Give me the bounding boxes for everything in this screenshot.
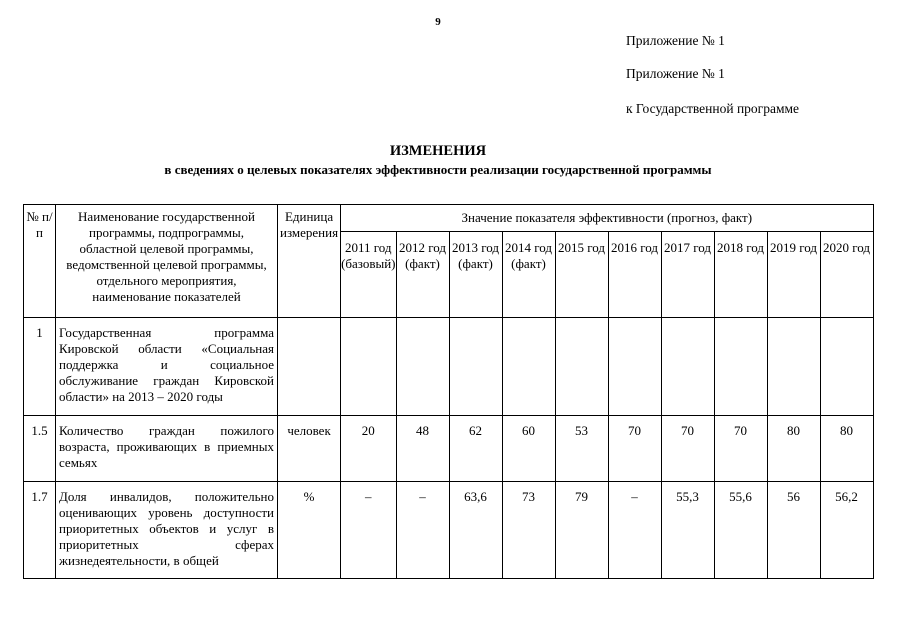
- row-value: [555, 318, 608, 416]
- row-name: Доля инвалидов, положительно оценивающих уровень доступности приоритетных объектов и услуг в приоритетных сферах жизнедеятельности, в общей: [56, 482, 278, 579]
- row-value: 48: [396, 416, 449, 482]
- table-row: [24, 318, 874, 416]
- header-unit: Единица измерения: [278, 205, 341, 318]
- row-value: 55,6: [714, 482, 767, 579]
- row-value: [661, 318, 714, 416]
- row-value: 70: [608, 416, 661, 482]
- page-number: 9: [435, 16, 441, 28]
- row-value: [396, 318, 449, 416]
- row-unit: [278, 318, 341, 416]
- row-value: 80: [820, 416, 873, 482]
- header-year: 2014 год (факт): [502, 232, 555, 318]
- row-value: [341, 318, 396, 416]
- row-unit: %: [278, 482, 341, 579]
- row-value: 80: [767, 416, 820, 482]
- row-value: 73: [502, 482, 555, 579]
- row-value: [502, 318, 555, 416]
- header-year: 2012 год (факт): [396, 232, 449, 318]
- row-num: 1: [24, 318, 56, 416]
- row-value: 79: [555, 482, 608, 579]
- row-value: 60: [502, 416, 555, 482]
- row-value: 53: [555, 416, 608, 482]
- document-title: ИЗМЕНЕНИЯ: [389, 143, 487, 159]
- header-year: 2018 год: [714, 232, 767, 318]
- row-value: [449, 318, 502, 416]
- annex-line-3: к Государственной программе: [626, 101, 800, 116]
- row-value: 55,3: [661, 482, 714, 579]
- row-value: 70: [714, 416, 767, 482]
- row-name: Государственная программа Кировской области «Социальная поддержка и социальное обслуживание граждан Кировской области» на 2013 – 2020 годы: [56, 318, 278, 416]
- row-value: 56: [767, 482, 820, 579]
- row-value: [714, 318, 767, 416]
- row-value: [608, 318, 661, 416]
- annex-line-2: Приложение № 1: [626, 66, 725, 81]
- row-num: 1.7: [24, 482, 56, 579]
- document-subtitle: в сведениях о целевых показателях эффективности реализации государственной программы: [164, 162, 712, 177]
- row-value: [767, 318, 820, 416]
- row-num: 1.5: [24, 416, 56, 482]
- row-value: –: [341, 482, 396, 579]
- header-year: 2019 год: [767, 232, 820, 318]
- header-values: Значение показателя эффективности (прогноз, факт): [341, 205, 873, 232]
- row-value: –: [396, 482, 449, 579]
- row-unit: человек: [278, 416, 341, 482]
- header-year: 2013 год (факт): [449, 232, 502, 318]
- header-name: Наименование государственной программы, подпрограммы, областной целевой программы, ведомственной целевой программы, отдельного мероприятия, наименование показателей: [56, 205, 278, 318]
- row-value: 70: [661, 416, 714, 482]
- annex-line-1: Приложение № 1: [626, 33, 725, 48]
- header-row-1: [24, 205, 874, 232]
- row-value: 56,2: [820, 482, 873, 579]
- row-name: Количество граждан пожилого возраста, проживающих в приемных семьях: [56, 416, 278, 482]
- header-year: 2020 год: [820, 232, 873, 318]
- header-year: 2016 год: [608, 232, 661, 318]
- row-value: [820, 318, 873, 416]
- header-year: 2015 год: [555, 232, 608, 318]
- row-value: 62: [449, 416, 502, 482]
- row-value: –: [608, 482, 661, 579]
- table-row: [24, 416, 874, 482]
- row-value: 20: [341, 416, 396, 482]
- indicators-table: [23, 204, 874, 579]
- table-row: [24, 482, 874, 579]
- row-value: 63,6: [449, 482, 502, 579]
- header-year: 2017 год: [661, 232, 714, 318]
- header-year: 2011 год (базовый): [341, 232, 396, 318]
- header-num: № п/п: [24, 205, 56, 318]
